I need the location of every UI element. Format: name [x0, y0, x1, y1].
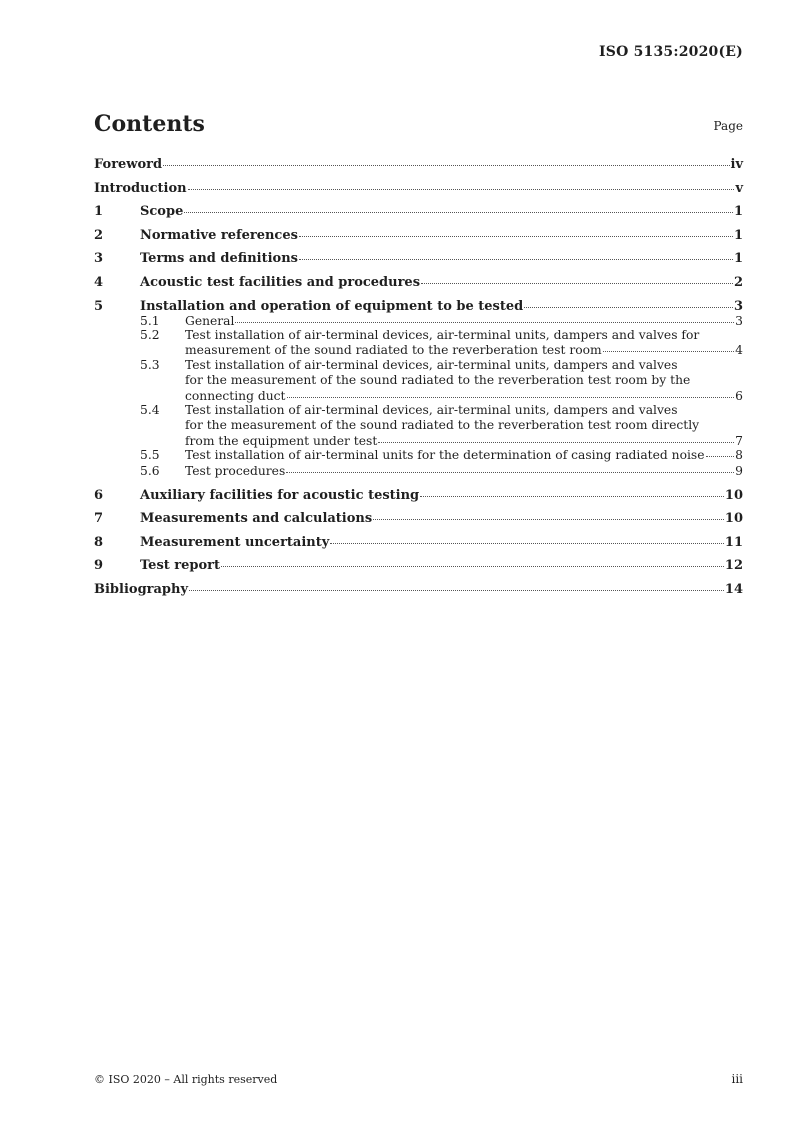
toc-entry-title-line: Test installation of air-terminal devices, air-terminal units, dampers and valves — [185, 402, 678, 417]
dot-leader — [378, 442, 734, 443]
toc-entry-scope[interactable] — [94, 204, 743, 228]
dot-leader — [373, 519, 724, 520]
dot-leader — [189, 590, 724, 591]
toc-entry-title: Auxiliary facilities for acoustic testing — [140, 487, 420, 503]
toc-entry-number: 5.6 — [140, 464, 160, 479]
toc-entry-title: Acoustic test facilities and procedures — [140, 274, 421, 290]
toc-entry-page: 10 — [724, 487, 743, 503]
dot-leader — [287, 397, 735, 398]
toc-entry-number: 6 — [94, 487, 104, 503]
table-of-contents — [94, 157, 743, 606]
dot-leader — [524, 307, 733, 308]
toc-entry-number: 5.4 — [140, 402, 160, 417]
toc-entry-title-line: from the equipment under test — [185, 433, 378, 448]
toc-entry-number: 4 — [94, 274, 104, 290]
toc-entry-measurements-and-calculations[interactable] — [94, 511, 743, 535]
page-title: Contents — [94, 111, 205, 137]
dot-leader — [299, 259, 733, 260]
toc-entry-test-report[interactable] — [94, 558, 743, 582]
toc-entry-page: v — [735, 180, 743, 196]
toc-entry-number: 9 — [94, 558, 104, 574]
toc-entry-page: 1 — [733, 251, 743, 267]
toc-entry-number: 5.3 — [140, 357, 160, 372]
toc-entry-number: 5.2 — [140, 327, 160, 342]
toc-entry-page: iv — [730, 157, 743, 172]
dot-leader — [603, 351, 734, 352]
toc-entry-number: 5.5 — [140, 448, 160, 463]
toc-entry-measurement-uncertainty[interactable] — [94, 535, 743, 559]
toc-entry-introduction[interactable] — [94, 181, 743, 205]
toc-entry-page: 1 — [733, 204, 743, 220]
dot-leader — [221, 566, 724, 567]
toc-entry-5-4[interactable] — [94, 404, 743, 449]
toc-entry-page: 9 — [735, 464, 743, 479]
page-column-label: Page — [713, 119, 743, 133]
toc-entry-page: 11 — [724, 534, 743, 550]
toc-entry-number: 5 — [94, 298, 104, 314]
dot-leader — [706, 456, 735, 457]
toc-entry-title: Scope — [140, 204, 184, 220]
toc-entry-title: Test report — [140, 558, 221, 574]
toc-entry-title: Bibliography — [94, 581, 189, 597]
toc-entry-title-line: for the measurement of the sound radiated to the reverberation test room directly — [185, 418, 700, 433]
toc-entry-foreword[interactable] — [94, 157, 743, 181]
toc-entry-page: 4 — [735, 343, 743, 358]
toc-entry-page: 1 — [733, 227, 743, 243]
toc-entry-page: 10 — [724, 511, 743, 527]
toc-entry-number: 3 — [94, 251, 104, 267]
dot-leader — [286, 472, 734, 473]
toc-entry-number: 7 — [94, 511, 104, 527]
toc-entry-number: 8 — [94, 534, 104, 550]
toc-entry-normative-references[interactable] — [94, 228, 743, 252]
toc-entry-installation-and-operation[interactable] — [94, 299, 743, 315]
toc-entry-title-line: for the measurement of the sound radiated to the reverberation test room by the — [185, 373, 691, 388]
toc-entry-title: Measurement uncertainty — [140, 534, 330, 550]
toc-entry-page: 14 — [724, 581, 743, 597]
toc-entry-title: Measurements and calculations — [140, 511, 373, 527]
toc-entry-page: 7 — [735, 433, 743, 448]
toc-entry-title: Installation and operation of equipment to be tested — [140, 298, 524, 314]
toc-entry-title: General — [185, 313, 235, 328]
dot-leader — [330, 543, 724, 544]
dot-leader — [163, 165, 729, 166]
toc-entry-page: 6 — [735, 388, 743, 403]
dot-leader — [299, 236, 733, 237]
toc-entry-title: Normative references — [140, 227, 298, 243]
toc-entry-5-5[interactable] — [94, 449, 743, 465]
dot-leader — [235, 322, 734, 323]
toc-entry-acoustic-test-facilities[interactable] — [94, 275, 743, 299]
toc-entry-page: 3 — [735, 313, 743, 328]
toc-entry-5-6[interactable] — [94, 465, 743, 479]
toc-entry-number: 1 — [94, 204, 104, 220]
toc-entry-page: 3 — [733, 298, 743, 314]
toc-entry-title: Foreword — [94, 157, 163, 172]
toc-entry-number: 5.1 — [140, 313, 160, 328]
toc-entry-terms-and-definitions[interactable] — [94, 251, 743, 275]
page-number: iii — [731, 1072, 743, 1086]
dot-leader — [188, 189, 735, 190]
toc-entry-title: Terms and definitions — [140, 251, 298, 267]
document-id: ISO 5135:2020(E) — [599, 44, 743, 60]
toc-entry-number: 2 — [94, 227, 104, 243]
toc-entry-title-line: Test installation of air-terminal devices, air-terminal units, dampers and valves — [185, 357, 678, 372]
copyright-notice: © ISO 2020 – All rights reserved — [94, 1073, 278, 1086]
dot-leader — [421, 283, 733, 284]
toc-entry-page: 2 — [733, 274, 743, 290]
toc-entry-title-line: Test installation of air-terminal devices, air-terminal units, dampers and valves for — [185, 327, 700, 342]
toc-entry-page: 8 — [735, 448, 743, 463]
toc-entry-5-2[interactable] — [94, 329, 743, 359]
dot-leader — [184, 212, 733, 213]
toc-entry-title: Test installation of air-terminal units for the determination of casing radiated noise — [185, 448, 705, 463]
toc-entry-title: Test procedures — [185, 464, 286, 479]
toc-entry-5-1-general[interactable] — [94, 315, 743, 329]
toc-entry-bibliography[interactable] — [94, 582, 743, 606]
toc-entry-title-line: measurement of the sound radiated to the reverberation test room — [185, 343, 602, 358]
toc-entry-page: 12 — [724, 558, 743, 574]
toc-entry-title: Introduction — [94, 180, 187, 196]
dot-leader — [420, 496, 724, 497]
toc-entry-5-3[interactable] — [94, 359, 743, 404]
toc-entry-auxiliary-facilities[interactable] — [94, 488, 743, 512]
toc-entry-title-line: connecting duct — [185, 388, 286, 403]
